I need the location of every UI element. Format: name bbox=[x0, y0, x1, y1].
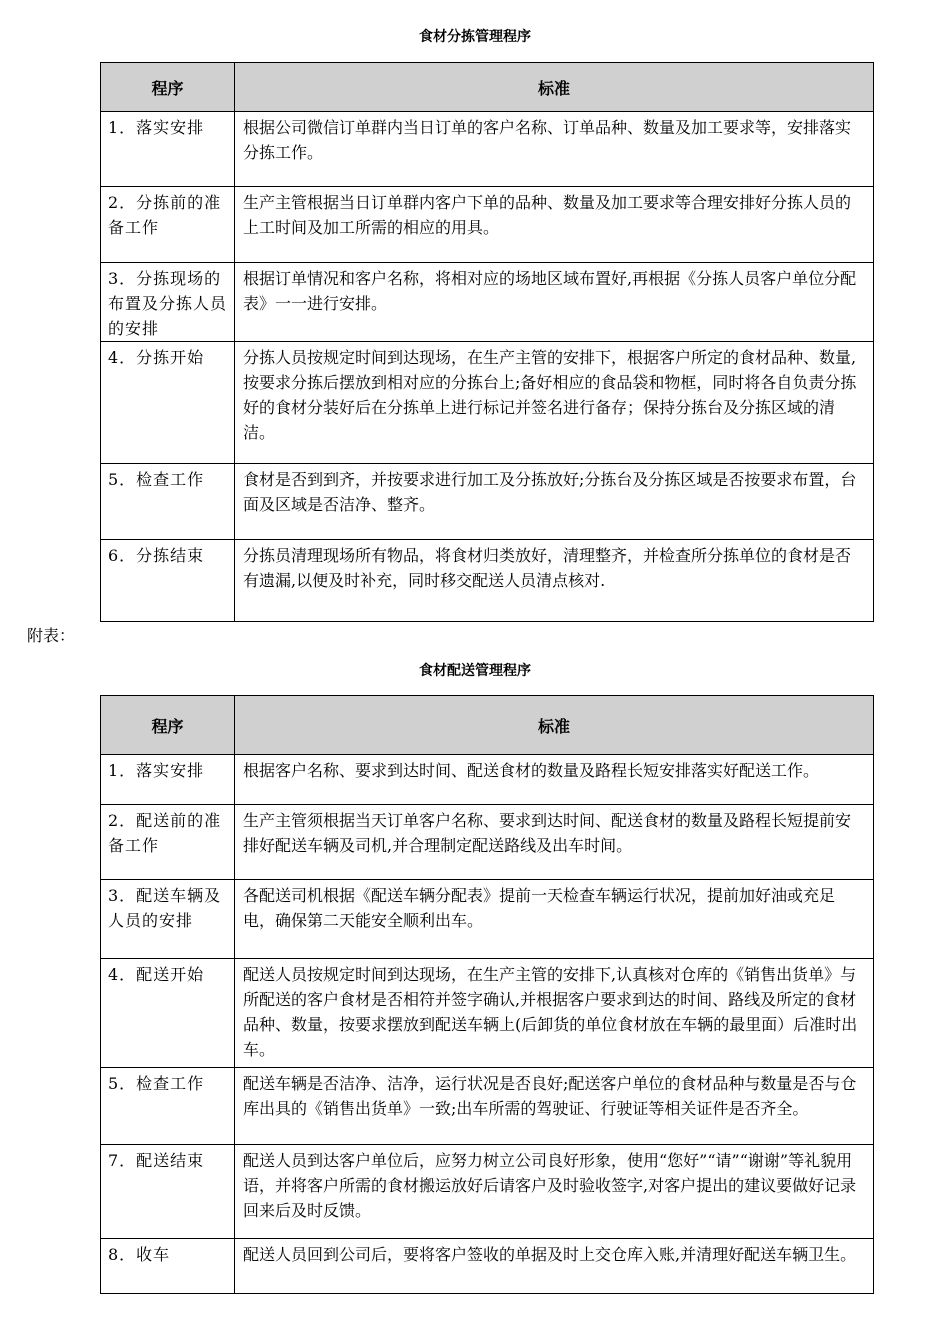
standard-cell: 生产主管须根据当天订单客户名称、要求到达时间、配送食材的数量及路程长短提前安排好配送车辆及司机,并合理制定配送路线及出车时间。 bbox=[235, 805, 874, 880]
standard-cell: 分拣人员按规定时间到达现场，在生产主管的安排下，根据客户所定的食材品种、数量,按要求分拣后摆放到相对应的分拣台上;备好相应的食品袋和物框，同时将各自负责分拣好的食材分装好后在分拣单上进行标记并签名进行备存；保持分拣台及分拣区域的清洁。 bbox=[235, 342, 874, 464]
table-row bbox=[101, 880, 874, 959]
sorting-title: 食材分拣管理程序 bbox=[419, 29, 531, 45]
step-cell: 6．分拣结束 bbox=[101, 540, 235, 622]
step-cell: 3．分拣现场的布置及分拣人员的安排 bbox=[101, 263, 235, 342]
delivery-table bbox=[100, 695, 874, 1294]
step-cell: 5．检查工作 bbox=[101, 1068, 235, 1145]
table-row bbox=[101, 464, 874, 540]
delivery-title: 食材配送管理程序 bbox=[419, 663, 531, 679]
table-header-row bbox=[101, 63, 874, 112]
step-cell: 2．配送前的准备工作 bbox=[101, 805, 235, 880]
standard-cell: 配送人员到达客户单位后，应努力树立公司良好形象，使用“您好”“请”“谢谢”等礼貌用语，并将客户所需的食材搬运放好后请客户及时验收签字,对客户提出的建议要做好记录回来后及时反馈。 bbox=[235, 1145, 874, 1239]
step-cell: 1．落实安排 bbox=[101, 112, 235, 187]
table-row bbox=[101, 959, 874, 1068]
table-row bbox=[101, 540, 874, 622]
standard-cell: 根据公司微信订单群内当日订单的客户名称、订单品种、数量及加工要求等，安排落实分拣工作。 bbox=[235, 112, 874, 187]
step-cell: 1．落实安排 bbox=[101, 755, 235, 805]
table-row bbox=[101, 755, 874, 805]
standard-cell: 配送车辆是否洁净、洁净，运行状况是否良好;配送客户单位的食材品种与数量是否与仓库出具的《销售出货单》一致;出车所需的驾驶证、行驶证等相关证件是否齐全。 bbox=[235, 1068, 874, 1145]
table-row bbox=[101, 1239, 874, 1294]
step-cell: 4．配送开始 bbox=[101, 959, 235, 1068]
step-cell: 4．分拣开始 bbox=[101, 342, 235, 464]
table-row bbox=[101, 805, 874, 880]
standard-cell: 各配送司机根据《配送车辆分配表》提前一天检查车辆运行状况，提前加好油或充足电，确保第二天能安全顺利出车。 bbox=[235, 880, 874, 959]
standard-cell: 分拣员清理现场所有物品，将食材归类放好，清理整齐，并检查所分拣单位的食材是否有遗漏,以便及时补充，同时移交配送人员清点核对. bbox=[235, 540, 874, 622]
step-cell: 2．分拣前的准备工作 bbox=[101, 187, 235, 263]
table-row bbox=[101, 342, 874, 464]
column-header-standard: 标准 bbox=[235, 63, 874, 112]
step-cell: 3．配送车辆及人员的安排 bbox=[101, 880, 235, 959]
standard-cell: 生产主管根据当日订单群内客户下单的品种、数量及加工要求等合理安排好分拣人员的上工时间及加工所需的相应的用具。 bbox=[235, 187, 874, 263]
sorting-table bbox=[100, 62, 874, 622]
column-header-step: 程序 bbox=[101, 696, 235, 755]
table-header-row bbox=[101, 696, 874, 755]
standard-cell: 配送人员回到公司后，要将客户签收的单据及时上交仓库入账,并清理好配送车辆卫生。 bbox=[235, 1239, 874, 1294]
standard-cell: 食材是否到到齐，并按要求进行加工及分拣放好;分拣台及分拣区域是否按要求布置，台面及区域是否洁净、整齐。 bbox=[235, 464, 874, 540]
appendix-label: 附表： bbox=[27, 626, 76, 645]
table-row bbox=[101, 263, 874, 342]
standard-cell: 配送人员按规定时间到达现场，在生产主管的安排下,认真核对仓库的《销售出货单》与所配送的客户食材是否相符并签字确认,并根据客户要求到达的时间、路线及所定的食材品种、数量，按要求摆放到配送车辆上(后卸货的单位食材放在车辆的最里面）后准时出车。 bbox=[235, 959, 874, 1068]
table-row bbox=[101, 187, 874, 263]
step-cell: 7．配送结束 bbox=[101, 1145, 235, 1239]
table-row bbox=[101, 112, 874, 187]
column-header-standard: 标准 bbox=[235, 696, 874, 755]
table-row bbox=[101, 1145, 874, 1239]
standard-cell: 根据客户名称、要求到达时间、配送食材的数量及路程长短安排落实好配送工作。 bbox=[235, 755, 874, 805]
step-cell: 8．收车 bbox=[101, 1239, 235, 1294]
table-row bbox=[101, 1068, 874, 1145]
step-cell: 5．检查工作 bbox=[101, 464, 235, 540]
standard-cell: 根据订单情况和客户名称，将相对应的场地区域布置好,再根据《分拣人员客户单位分配表》一一进行安排。 bbox=[235, 263, 874, 342]
column-header-step: 程序 bbox=[101, 63, 235, 112]
